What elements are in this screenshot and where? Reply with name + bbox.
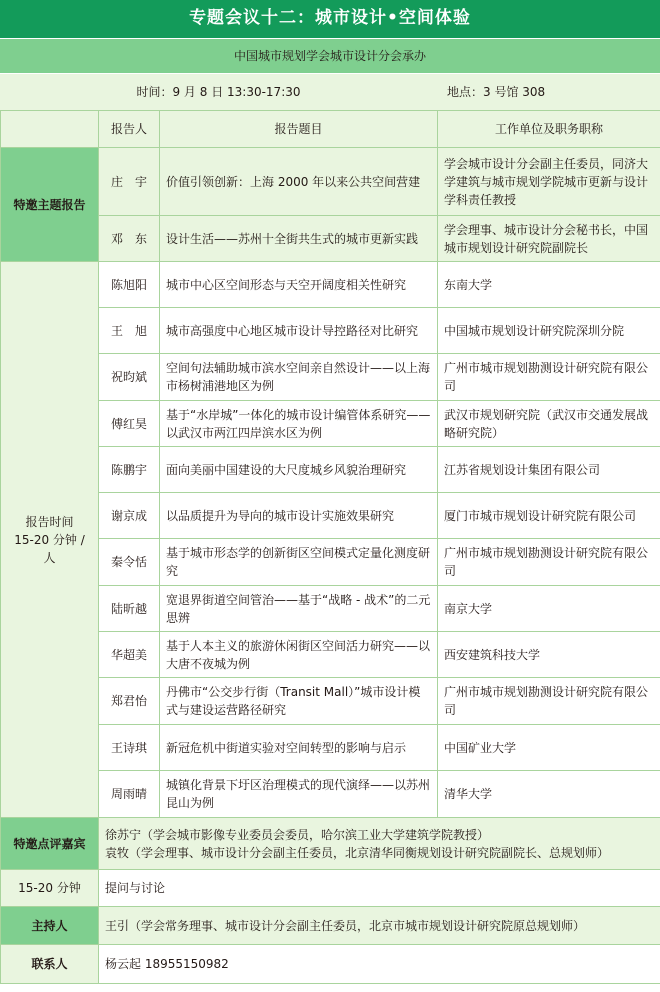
speaker-name: 陆昕越 <box>99 586 160 632</box>
report-row <box>1 308 660 354</box>
speaker-name: 王 旭 <box>99 308 160 354</box>
speaker-org: 南京大学 <box>438 586 660 632</box>
qa-row <box>1 870 660 907</box>
report-topic: 城市中心区空间形态与天空开阔度相关性研究 <box>160 262 438 308</box>
judge-2: 袁牧（学会理事、城市设计分会副主任委员，北京清华同衡规划设计研究院副院长、总规划师） <box>105 845 610 860</box>
report-topic: 以品质提升为导向的城市设计实施效果研究 <box>160 493 438 539</box>
judge-1: 徐苏宁（学会城市影像专业委员会委员，哈尔滨工业大学建筑学院教授） <box>105 827 490 842</box>
report-topic: 城镇化背景下圩区治理模式的现代演绎——以苏州昆山为例 <box>160 771 438 818</box>
program-table <box>0 110 660 984</box>
speaker-org: 武汉市规划研究院（武汉市交通发展战略研究院） <box>438 401 660 447</box>
header-blank <box>1 111 99 148</box>
session-time: 时间：9 月 8 日 13:30-17:30 <box>136 85 301 99</box>
speaker-name: 祝昀斌 <box>99 354 160 401</box>
keynote-row <box>1 148 660 216</box>
speaker-org: 厦门市城市规划设计研究院有限公司 <box>438 493 660 539</box>
host-org: 中国城市规划学会城市设计分会承办 <box>0 38 660 73</box>
report-topic: 城市高强度中心地区城市设计导控路径对比研究 <box>160 308 438 354</box>
report-row <box>1 447 660 493</box>
report-category-line2: 15-20 分钟 / 人 <box>14 532 85 565</box>
keynote-row <box>1 216 660 262</box>
report-row <box>1 354 660 401</box>
report-row <box>1 539 660 586</box>
report-topic: 新冠危机中街道实验对空间转型的影响与启示 <box>160 725 438 771</box>
keynote-category: 特邀主题报告 <box>1 148 99 262</box>
speaker-org: 广州市城市规划勘测设计研究院有限公司 <box>438 539 660 586</box>
report-topic: 基于“水岸城”一体化的城市设计编管体系研究——以武汉市两江四岸滨水区为例 <box>160 401 438 447</box>
report-topic: 宽退界街道空间管治——基于“战略 - 战术”的二元思辨 <box>160 586 438 632</box>
report-row <box>1 725 660 771</box>
speaker-name: 庄 宇 <box>99 148 160 216</box>
header-speaker: 报告人 <box>99 111 160 148</box>
judges-category: 特邀点评嘉宾 <box>1 818 99 870</box>
moderator-category: 主持人 <box>1 907 99 945</box>
contact-value: 杨云起 18955150982 <box>99 945 660 984</box>
speaker-name: 周雨晴 <box>99 771 160 818</box>
report-topic: 基于人本主义的旅游休闲街区空间活力研究——以大唐不夜城为例 <box>160 632 438 678</box>
speaker-name: 谢京成 <box>99 493 160 539</box>
report-row <box>1 262 660 308</box>
speaker-name: 傅红昊 <box>99 401 160 447</box>
report-row <box>1 632 660 678</box>
speaker-org: 学会理事、城市设计分会秘书长，中国城市规划设计研究院副院长 <box>438 216 660 262</box>
speaker-org: 中国城市规划设计研究院深圳分院 <box>438 308 660 354</box>
session-title: 专题会议十二：城市设计•空间体验 <box>0 0 660 38</box>
speaker-org: 西安建筑科技大学 <box>438 632 660 678</box>
column-header-row <box>1 111 660 148</box>
judges-row <box>1 818 660 870</box>
speaker-name: 秦令恬 <box>99 539 160 586</box>
speaker-name: 邓 东 <box>99 216 160 262</box>
qa-value: 提问与讨论 <box>99 870 660 907</box>
contact-row <box>1 945 660 984</box>
speaker-org: 东南大学 <box>438 262 660 308</box>
speaker-name: 郑君怡 <box>99 678 160 725</box>
speaker-org: 清华大学 <box>438 771 660 818</box>
speaker-org: 学会城市设计分会副主任委员，同济大学建筑与城市规划学院城市更新与设计学科责任教授 <box>438 148 660 216</box>
report-row <box>1 771 660 818</box>
speaker-name: 陈旭阳 <box>99 262 160 308</box>
judges-list <box>99 818 660 870</box>
speaker-name: 陈鹏宇 <box>99 447 160 493</box>
time-place-row <box>0 73 660 110</box>
report-row <box>1 401 660 447</box>
report-topic: 面向美丽中国建设的大尺度城乡风貌治理研究 <box>160 447 438 493</box>
speaker-org: 中国矿业大学 <box>438 725 660 771</box>
report-category-line1: 报告时间 <box>25 514 74 529</box>
moderator-value: 王引（学会常务理事、城市设计分会副主任委员，北京市城市规划设计研究院原总规划师） <box>99 907 660 945</box>
contact-category: 联系人 <box>1 945 99 984</box>
header-topic: 报告题目 <box>160 111 438 148</box>
report-topic: 基于城市形态学的创新街区空间模式定量化测度研究 <box>160 539 438 586</box>
report-topic: 丹佛市“公交步行街（Transit Mall）”城市设计模式与建设运营路径研究 <box>160 678 438 725</box>
speaker-name: 王诗琪 <box>99 725 160 771</box>
speaker-org: 江苏省规划设计集团有限公司 <box>438 447 660 493</box>
report-topic: 设计生活——苏州十全街共生式的城市更新实践 <box>160 216 438 262</box>
report-row <box>1 678 660 725</box>
qa-category: 15-20 分钟 <box>1 870 99 907</box>
report-row <box>1 586 660 632</box>
report-row <box>1 493 660 539</box>
moderator-row <box>1 907 660 945</box>
speaker-org: 广州市城市规划勘测设计研究院有限公司 <box>438 678 660 725</box>
speaker-name: 华超美 <box>99 632 160 678</box>
header-org: 工作单位及职务职称 <box>438 111 660 148</box>
session-place: 地点：3 号馆 308 <box>447 85 546 99</box>
report-topic: 空间句法辅助城市滨水空间亲自然设计——以上海市杨树浦港地区为例 <box>160 354 438 401</box>
report-category <box>1 262 99 818</box>
report-topic: 价值引领创新：上海 2000 年以来公共空间营建 <box>160 148 438 216</box>
speaker-org: 广州市城市规划勘测设计研究院有限公司 <box>438 354 660 401</box>
